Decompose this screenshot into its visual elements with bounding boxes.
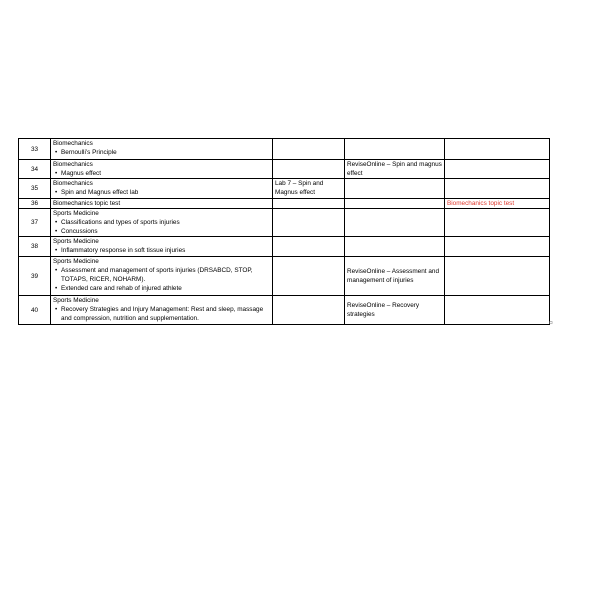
topic-heading: Sports Medicine bbox=[53, 210, 99, 217]
content-cell bbox=[51, 199, 273, 209]
lab-cell bbox=[273, 160, 345, 179]
topic-heading: Biomechanics bbox=[53, 140, 93, 147]
end-of-table-mark: ¤ bbox=[549, 320, 553, 327]
table-row bbox=[19, 179, 550, 199]
revise-online-cell bbox=[345, 199, 445, 209]
revise-online-cell: ReviseOnline – Recovery strategies bbox=[345, 296, 445, 325]
topic-heading: Biomechanics bbox=[53, 161, 93, 168]
week-number-cell: 37 bbox=[19, 209, 51, 237]
revise-online-cell bbox=[345, 179, 445, 199]
revise-online-cell: ReviseOnline – Assessment and management of injuries bbox=[345, 257, 445, 296]
content-bullet-list bbox=[53, 266, 270, 293]
content-cell bbox=[51, 160, 273, 179]
lab-cell bbox=[273, 139, 345, 160]
content-bullet: • Extended care and rehab of injured athlete bbox=[53, 284, 270, 293]
lab-cell: Lab 7 – Spin and Magnus effect bbox=[273, 179, 345, 199]
assessment-cell bbox=[445, 237, 550, 257]
topic-heading: Biomechanics topic test bbox=[53, 200, 121, 207]
content-cell bbox=[51, 139, 273, 160]
content-bullet: • Recovery Strategies and Injury Management: Rest and sleep, massage and compression, nutrition and supplementation. bbox=[53, 305, 270, 323]
content-cell bbox=[51, 179, 273, 199]
content-bullet: • Assessment and management of sports injuries (DRSABCD, STOP, TOTAPS, RICER, NOHARM). bbox=[53, 266, 270, 284]
week-number-cell: 34 bbox=[19, 160, 51, 179]
schedule-table bbox=[18, 138, 550, 325]
revise-online-cell: ReviseOnline – Spin and magnus effect bbox=[345, 160, 445, 179]
assessment-cell bbox=[445, 296, 550, 325]
revise-online-cell bbox=[345, 139, 445, 160]
table-row bbox=[19, 296, 550, 325]
table-row bbox=[19, 199, 550, 209]
content-bullet-list bbox=[53, 188, 270, 197]
lab-cell bbox=[273, 257, 345, 296]
content-bullet: • Concussions bbox=[53, 227, 270, 236]
content-cell bbox=[51, 296, 273, 325]
content-bullet-list bbox=[53, 218, 270, 236]
content-bullet-list bbox=[53, 148, 270, 157]
lab-cell bbox=[273, 209, 345, 237]
content-cell bbox=[51, 209, 273, 237]
content-bullet-list bbox=[53, 169, 270, 178]
assessment-cell: Biomechanics topic test bbox=[445, 199, 550, 209]
lab-cell bbox=[273, 296, 345, 325]
content-bullet: • Bernoulli’s Principle bbox=[53, 148, 270, 157]
assessment-cell bbox=[445, 257, 550, 296]
week-number-cell: 35 bbox=[19, 179, 51, 199]
table-row bbox=[19, 237, 550, 257]
table-row bbox=[19, 209, 550, 237]
content-bullet-list bbox=[53, 246, 270, 255]
topic-heading: Biomechanics bbox=[53, 180, 93, 187]
topic-heading: Sports Medicine bbox=[53, 297, 99, 304]
lab-cell bbox=[273, 237, 345, 257]
table-row bbox=[19, 160, 550, 179]
content-bullet-list bbox=[53, 305, 270, 323]
content-bullet: • Magnus effect bbox=[53, 169, 270, 178]
assessment-cell bbox=[445, 160, 550, 179]
week-number-cell: 40 bbox=[19, 296, 51, 325]
table-row bbox=[19, 139, 550, 160]
content-bullet: • Spin and Magnus effect lab bbox=[53, 188, 270, 197]
table-row bbox=[19, 257, 550, 296]
week-number-cell: 36 bbox=[19, 199, 51, 209]
assessment-cell bbox=[445, 139, 550, 160]
lab-cell bbox=[273, 199, 345, 209]
content-bullet: • Inflammatory response in soft tissue injuries bbox=[53, 246, 270, 255]
assessment-cell bbox=[445, 209, 550, 237]
assessment-cell bbox=[445, 179, 550, 199]
topic-heading: Sports Medicine bbox=[53, 258, 99, 265]
content-cell bbox=[51, 257, 273, 296]
week-number-cell: 39 bbox=[19, 257, 51, 296]
week-number-cell: 38 bbox=[19, 237, 51, 257]
revise-online-cell bbox=[345, 209, 445, 237]
schedule-rows bbox=[19, 139, 550, 325]
topic-heading: Sports Medicine bbox=[53, 238, 99, 245]
week-number-cell: 33 bbox=[19, 139, 51, 160]
content-cell bbox=[51, 237, 273, 257]
content-bullet: • Classifications and types of sports injuries bbox=[53, 218, 270, 227]
revise-online-cell bbox=[345, 237, 445, 257]
